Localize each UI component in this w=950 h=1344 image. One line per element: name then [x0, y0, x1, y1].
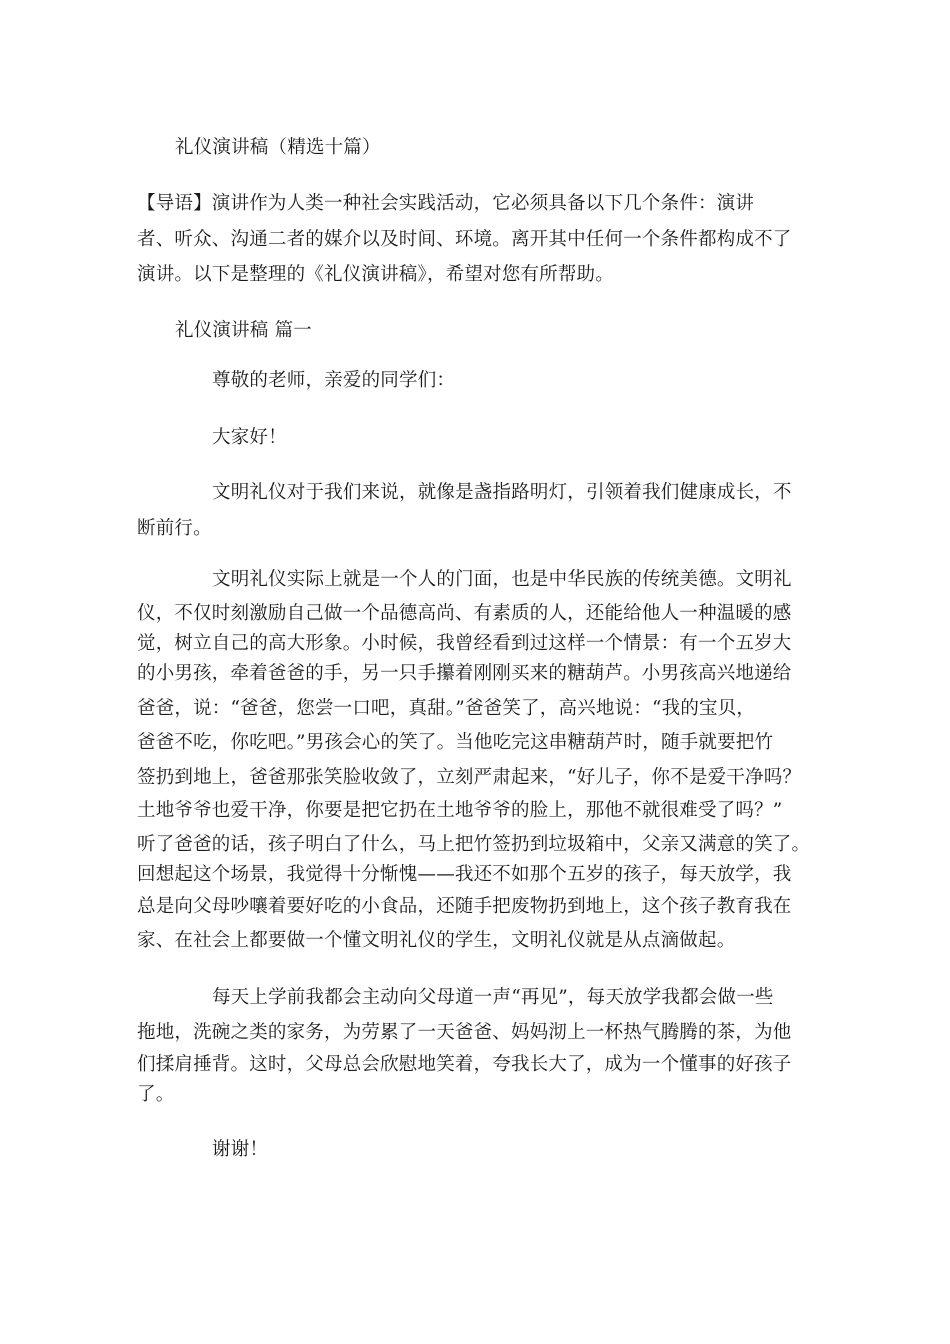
intro-line: 演讲。以下是整理的《礼仪演讲稿》，希望对您有所帮助。: [137, 264, 614, 285]
paragraph-line: 家、在社会上都要做一个懂文明礼仪的学生，文明礼仪就是从点滴做起。: [137, 930, 736, 951]
paragraph-line: 签扔到地上，爸爸那张笑脸收敛了，立刻严肃起来，“好儿子，你不是爱干净吗？: [137, 767, 802, 788]
paragraph-line: 了。: [137, 1084, 175, 1105]
paragraph-line: 听了爸爸的话，孩子明白了什么，马上把竹签扔到垃圾箱中，父亲又满意的笑了。: [137, 834, 811, 855]
paragraph-line: 文明礼仪实际上就是一个人的门面，也是中华民族的传统美德。文明礼: [212, 569, 792, 590]
paragraph-line: 仪，不仅时刻激励自己做一个品德高尚、有素质的人，还能给他人一种温暖的感: [137, 603, 792, 624]
greeting: 大家好！: [212, 427, 287, 448]
paragraph-line: 回想起这个场景，我觉得十分惭愧——我还不如那个五岁的孩子，每天放学，我: [137, 864, 792, 885]
paragraph-line: 爸爸，说：“爸爸，您尝一口吧，真甜。”爸爸笑了，高兴地说：“我的宝贝，: [137, 698, 756, 719]
salutation: 尊敬的老师，亲爱的同学们：: [212, 370, 456, 391]
paragraph-line: 的小男孩，牵着爸爸的手，另一只手攥着刚刚买来的糖葫芦。小男孩高兴地递给: [137, 663, 792, 684]
paragraph-line: 文明礼仪对于我们来说，就像是盏指路明灯，引领着我们健康成长，不: [212, 482, 792, 503]
paragraph-line: 觉，树立自己的高大形象。小时候，我曾经看到过这样一个情景：有一个五岁大: [137, 633, 792, 654]
document-title: 礼仪演讲稿（精选十篇）: [175, 137, 381, 158]
intro-line: 【导语】演讲作为人类一种社会实践活动，它必须具备以下几个条件：演讲: [137, 193, 755, 214]
paragraph-line: 拖地，洗碗之类的家务，为劳累了一天爸爸、妈妈沏上一杯热气腾腾的茶，为他: [137, 1022, 792, 1043]
paragraph-line: 总是向父母吵嚷着要好吃的小食品，还随手把废物扔到地上，这个孩子教育我在: [137, 896, 792, 917]
closing: 谢谢！: [212, 1139, 269, 1160]
paragraph-line: 断前行。: [137, 518, 212, 539]
paragraph-line: 们揉肩捶背。这时，父母总会欣慰地笑着，夸我长大了，成为一个懂事的好孩子: [137, 1054, 792, 1075]
paragraph-line: 爸爸不吃，你吃吧。”男孩会心的笑了。当他吃完这串糖葫芦时，随手就要把竹: [137, 732, 774, 753]
section-heading: 礼仪演讲稿 篇一: [175, 320, 312, 341]
paragraph-line: 土地爷爷也爱干净，你要是把它扔在土地爷爷的脸上，那他不就很难受了吗？”: [137, 800, 783, 821]
paragraph-line: 每天上学前我都会主动向父母道一声“再见”，每天放学我都会做一些: [212, 987, 774, 1008]
intro-line: 者、听众、沟通二者的媒介以及时间、环境。离开其中任何一个条件都构成不了: [137, 229, 792, 250]
